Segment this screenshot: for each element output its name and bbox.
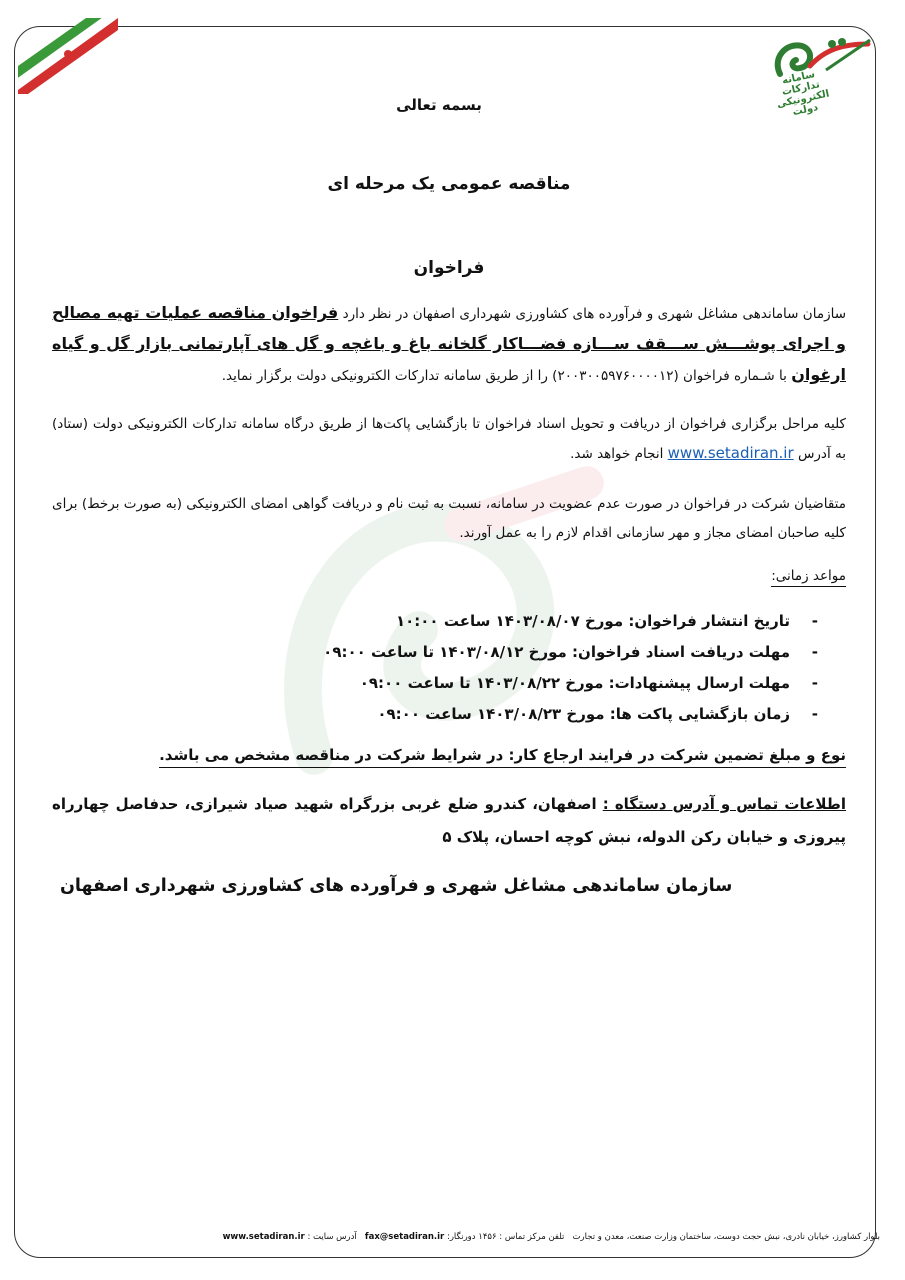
applicants-paragraph: متقاضیان شرکت در فراخوان در صورت عدم عضویت در سامانه، نسبت به ثبت نام و دریافت گواهی امضای الکترونیکی (به صورت برخط) برای کلیه صاحبان امضای مجاز و مهر سازمانی اقدام لازم را به عمل آورند. (52, 496, 846, 541)
intro-paragraph (52, 298, 846, 391)
logo-caption: سامانه تدارکات الکترونیکی دولت (775, 69, 831, 119)
footer-fax: fax@setadiran.ir (364, 1232, 445, 1242)
bullet-dash: - (811, 674, 818, 692)
schedule-item (323, 699, 818, 730)
schedule-item (323, 668, 818, 699)
stages-suffix: انجام خواهد شد. (570, 446, 664, 462)
guarantee-line: نوع و مبلغ تضمین شرکت در فرایند ارجاع کار: در شرایط شرکت در مناقصه مشخص می باشد. (159, 746, 846, 768)
footer-phone: تلفن مرکز تماس : ۱۴۵۶ دورنگار: (446, 1232, 565, 1242)
schedule-submit-offers: مهلت ارسال پیشنهادات: مورخ ۱۴۰۳/۰۸/۲۲ تا ساعت ۰۹:۰۰ (359, 674, 790, 692)
schedule-receive-docs: مهلت دریافت اسناد فراخوان: مورخ ۱۴۰۳/۰۸/۱۲ تا ساعت ۰۹:۰۰ (323, 643, 790, 661)
contact-paragraph (52, 788, 846, 854)
contact-label: اطلاعات تماس و آدرس دستگاه : (602, 795, 846, 813)
schedule-item (323, 606, 818, 637)
schedule-publish: تاریخ انتشار فراخوان: مورخ ۱۴۰۳/۰۸/۰۷ ساعت ۱۰:۰۰ (395, 612, 790, 630)
contact-address: اصفهان، کندرو ضلع غربی بزرگراه شهید صیاد شیرازی، حدفاصل چهارراه پیروزی و خیابان رکن الدوله، نبش کوچه احسان، پلاک ۵ (52, 795, 846, 846)
bullet-dash: - (811, 643, 818, 661)
iran-flag-icon (18, 18, 118, 94)
stages-text: کلیه مراحل برگزاری فراخوان از دریافت و تحویل اسناد فراخوان تا بازگشایی پاکت‌ها از طریق درگاه سامانه تدارکات الکترونیکی دولت (ستاد) به آدرس (52, 416, 846, 462)
bullet-dash: - (811, 705, 818, 723)
bullet-dash: - (811, 612, 818, 630)
footer-site: www.setadiran.ir (222, 1232, 305, 1242)
call-title: فراخوان (413, 258, 485, 278)
intro-prefix: سازمان ساماندهی مشاغل شهری و فرآورده های کشاورزی شهرداری اصفهان در نظر دارد (342, 306, 847, 322)
signature-block (52, 876, 846, 896)
signature-org: سازمان ساماندهی مشاغل شهری و فرآورده های کشاورزی شهرداری اصفهان (60, 876, 733, 896)
page-footer (120, 1232, 880, 1242)
schedule-list (323, 606, 818, 730)
intro-suffix: با شـماره فراخوان (۲۰۰۳۰۰۵۹۷۶۰۰۰۰۱۲) را از طریق سامانه تدارکات الکترونیکی دولت برگزار نماید. (221, 368, 787, 384)
stages-paragraph (52, 410, 846, 469)
tender-subject: فراخوان مناقصه عملیات تهیه مصالح و اجرای پوشـــش ســـقف ســـازه فضـــاکار گلخانه باغ و باغچه و گل های آپارتمانی بازار گل و گیاه ارغوان (52, 303, 846, 384)
schedule-label: مواعد زمانی: (771, 568, 846, 587)
schedule-item (323, 637, 818, 668)
setad-link[interactable]: www.setadiran.ir (667, 444, 794, 462)
schedule-opening: زمان بازگشایی پاکت ها: مورخ ۱۴۰۳/۰۸/۲۳ ساعت ۰۹:۰۰ (377, 705, 790, 723)
footer-address: بلوار کشاورز، خیابان نادری، نبش حجت دوست، ساختمان وزارت صنعت، معدن و تجارت (572, 1232, 880, 1242)
basmala: بسمه تعالی (396, 96, 482, 114)
tender-type-title: مناقصه عمومی یک مرحله ای (327, 174, 571, 194)
footer-site-label: آدرس سایت : (307, 1232, 357, 1242)
